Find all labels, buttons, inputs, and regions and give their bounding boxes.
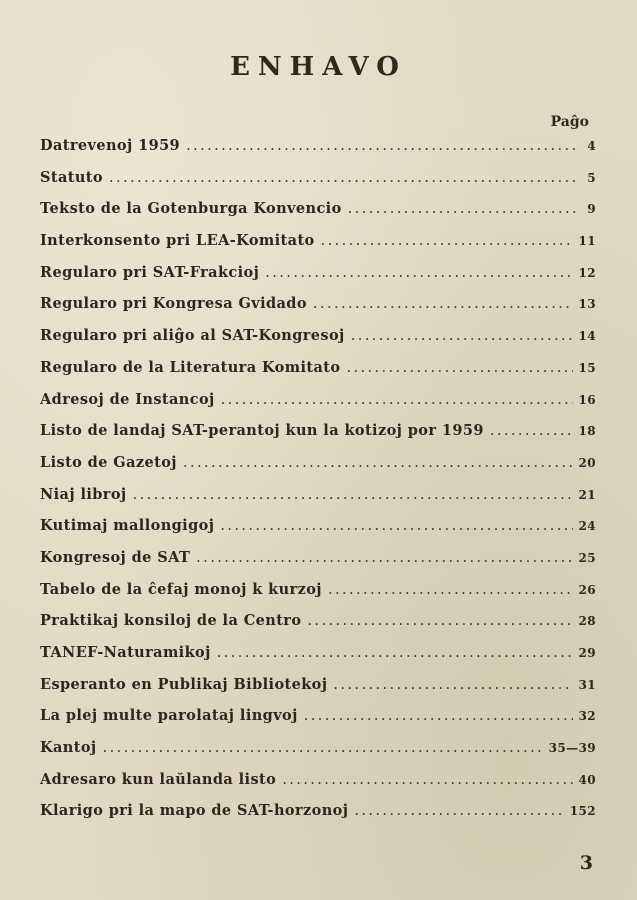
toc-entry-page: 24 xyxy=(578,519,596,534)
toc-entry-title: Praktikaj konsiloj de la Centro xyxy=(40,612,302,630)
toc-entry xyxy=(40,359,596,391)
toc-entry-page: 26 xyxy=(578,582,596,597)
toc-entry xyxy=(40,517,596,549)
dot-leader xyxy=(304,708,573,724)
dot-leader xyxy=(351,328,573,344)
dot-leader xyxy=(282,772,572,788)
dot-leader xyxy=(490,423,573,439)
toc-entry xyxy=(40,549,596,581)
toc-entry xyxy=(40,327,596,359)
dot-leader xyxy=(354,803,563,819)
dot-leader xyxy=(321,233,573,249)
toc-entry-page: 21 xyxy=(578,487,596,502)
toc-entry xyxy=(40,232,596,264)
dot-leader xyxy=(307,613,572,629)
toc-entry-title: Listo de landaj SAT-perantoj kun la kotizoj por 1959 xyxy=(40,422,484,440)
toc-entry xyxy=(40,295,596,327)
toc-entry xyxy=(40,581,596,613)
toc-entry-page: 4 xyxy=(587,139,596,153)
toc-entry-title: Kongresoj de SAT xyxy=(40,548,191,566)
toc-entry-title: Datrevenoj 1959 xyxy=(40,137,181,154)
toc-entry-title: Regularo pri aliĝo al SAT-Kongresoj xyxy=(40,327,345,345)
dot-leader xyxy=(183,455,573,471)
toc-entry xyxy=(40,676,596,708)
toc-entry-page: 12 xyxy=(578,265,596,280)
toc-entry xyxy=(40,391,596,423)
toc-entry-title: Regularo de la Literatura Komitato xyxy=(40,358,341,376)
toc-entry xyxy=(40,802,596,834)
dot-leader xyxy=(217,645,573,661)
toc-entry-title: La plej multe parolataj lingvoj xyxy=(40,707,298,725)
toc-entry-page: 5 xyxy=(587,170,596,185)
toc-entry-page: 25 xyxy=(578,550,596,565)
toc-entry-page: 40 xyxy=(578,772,596,787)
dot-leader xyxy=(333,677,572,693)
dot-leader xyxy=(103,740,543,756)
toc-entry-page: 28 xyxy=(578,614,596,629)
toc-entry xyxy=(40,454,596,486)
toc-entry-page: 16 xyxy=(578,392,596,407)
dot-leader xyxy=(348,201,576,217)
toc-entry-title: Adresoj de Instancoj xyxy=(40,390,215,408)
toc-entry xyxy=(40,707,596,739)
toc-entry-page: 9 xyxy=(587,202,596,217)
dot-leader xyxy=(328,582,573,598)
toc-entry-title: Regularo pri Kongresa Gvidado xyxy=(40,295,307,313)
toc-entry-page: 29 xyxy=(578,646,596,660)
dot-leader xyxy=(220,518,572,534)
dot-leader xyxy=(133,487,573,503)
dot-leader xyxy=(196,550,572,566)
toc-entry xyxy=(40,137,596,169)
toc-entry-title: Kutimaj mallongigoj xyxy=(40,517,215,535)
toc-entry xyxy=(40,200,596,232)
page-title: ENHAVO xyxy=(230,52,407,82)
toc-entry-page: 18 xyxy=(578,424,596,439)
toc-entry-page: 35—39 xyxy=(548,741,596,756)
toc-entry-title: Interkonsento pri LEA-Komitato xyxy=(40,232,315,250)
dot-leader xyxy=(346,360,572,376)
toc-entry xyxy=(40,644,596,676)
page-column-label: Paĝo xyxy=(550,114,589,130)
toc-entry-page: 152 xyxy=(569,804,596,819)
toc-entry-page: 15 xyxy=(578,360,596,375)
dot-leader xyxy=(221,392,573,408)
toc-entry xyxy=(40,169,596,201)
toc-entry-page: 32 xyxy=(578,709,596,724)
toc-entry xyxy=(40,422,596,454)
toc-entry-title: Klarigo pri la mapo de SAT-horzonoj xyxy=(40,802,349,820)
toc-entry-title: TANEF-Naturamikoj xyxy=(40,644,211,661)
toc-entry xyxy=(40,486,596,518)
toc-entry-page: 31 xyxy=(578,677,596,692)
page-number: 3 xyxy=(579,852,593,874)
toc-entry-page: 11 xyxy=(578,234,596,249)
toc-entry xyxy=(40,739,596,771)
toc-entry xyxy=(40,771,596,803)
toc-entry-page: 13 xyxy=(578,297,596,312)
dot-leader xyxy=(186,138,576,154)
toc-entry-title: Statuto xyxy=(40,168,103,186)
toc-entry-title: Teksto de la Gotenburga Konvencio xyxy=(40,200,342,218)
table-of-contents xyxy=(40,137,596,834)
toc-entry-title: Regularo pri SAT-Frakcioj xyxy=(40,263,260,281)
toc-entry-page: 20 xyxy=(578,455,596,470)
toc-entry-title: Adresaro kun laŭlanda listo xyxy=(40,770,277,788)
toc-entry-title: Tabelo de la ĉefaj monoj k kurzoj xyxy=(40,580,322,598)
toc-entry-page: 14 xyxy=(578,329,596,344)
dot-leader xyxy=(313,296,573,312)
toc-entry xyxy=(40,264,596,296)
dot-leader xyxy=(109,170,576,186)
dot-leader xyxy=(265,265,572,281)
toc-entry-title: Kantoj xyxy=(40,739,97,757)
toc-entry xyxy=(40,612,596,644)
toc-entry-title: Esperanto en Publikaj Bibliotekoj xyxy=(40,675,328,693)
toc-entry-title: Niaj libroj xyxy=(40,485,127,503)
toc-entry-title: Listo de Gazetoj xyxy=(40,453,177,471)
